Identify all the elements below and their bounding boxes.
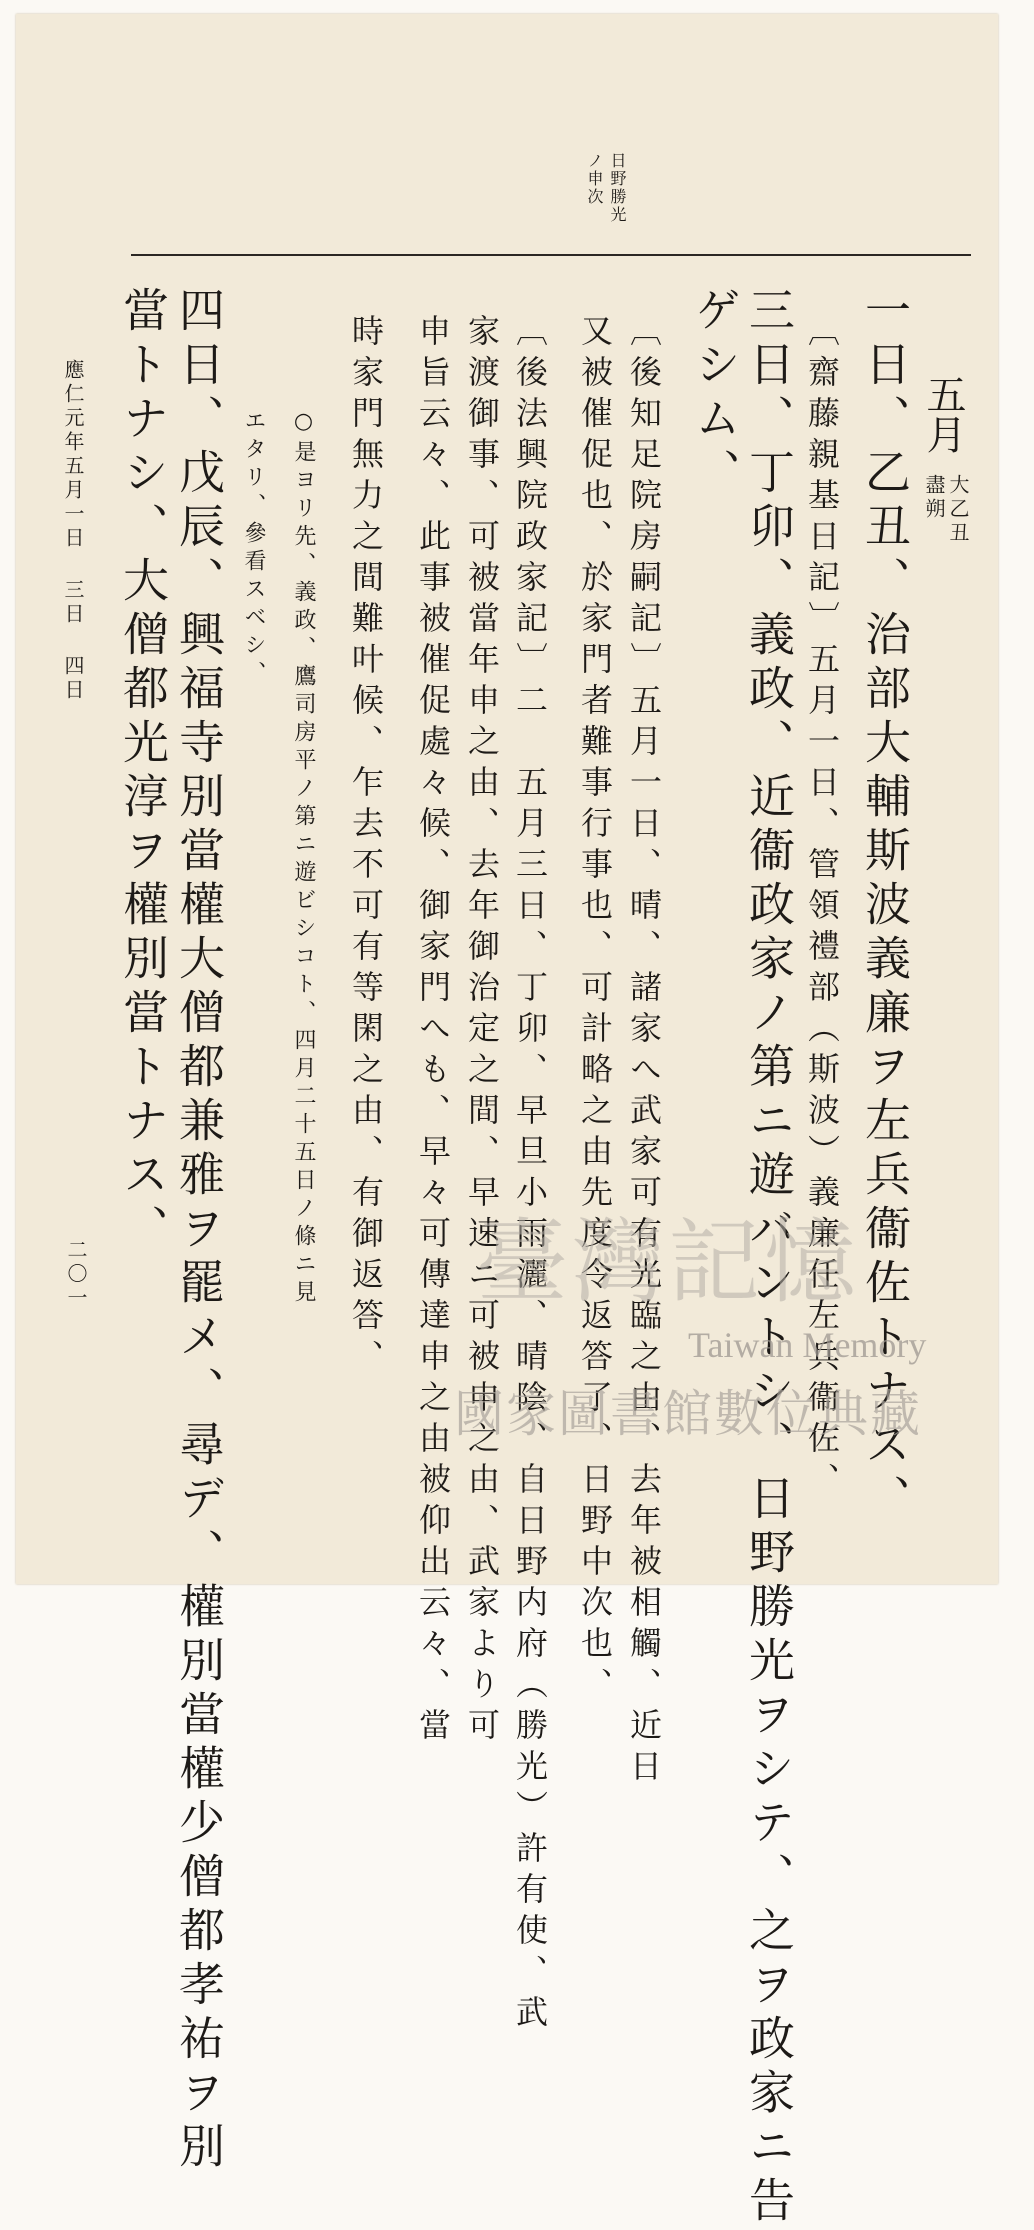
watermark-org: 國家圖書館數位典藏: [454, 1385, 922, 1443]
note-1: ○是ヨリ先、義政、鷹司房平ノ第ニ遊ビシコト、四月二十五日ノ條ニ見: [291, 409, 316, 1308]
line-4: ゲシム、: [688, 286, 742, 502]
line-6: 又被催促也、於家門者難事行事也、可計略之由先度令返答了、日野中次也、: [576, 314, 614, 1708]
watermark-logo: 臺灣記憶: [476, 1209, 861, 1316]
month-title: 五月: [920, 374, 966, 454]
line-5: 〔後知足院房嗣記〕五月一日、晴、諸家へ武家可有光臨之由、去年被相觸、近日: [625, 314, 663, 1790]
header-rule: [131, 254, 971, 256]
watermark-en: Taiwan Memory: [688, 1325, 927, 1365]
line-9: 申旨云々、此事被催促處々候、御家門へも、早々可傳達申之由被仰出云々、當: [414, 314, 452, 1749]
note-2: エタリ、參看スベシ、: [241, 409, 266, 689]
line-7: 〔後法興院政家記〕二 五月三日、丁卯、早旦小雨灑、晴陰、自日野内府（勝光）許有使、武: [511, 314, 549, 2036]
line-1: 一日、乙丑、治部大輔斯波義廉ヲ左兵衞佐トナス、: [858, 286, 912, 1528]
page-number: 二〇一: [64, 1239, 88, 1311]
line-3: 三日、丁卯、義政、近衞政家ノ第ニ遊バントシ、日野勝光ヲシテ、之ヲ政家ニ告: [742, 286, 796, 2230]
running-head-1: 日野勝光: [608, 152, 627, 224]
running-head-2: ノ申次: [585, 152, 604, 206]
month-annotation: 大乙丑: [946, 474, 970, 546]
footer-date: 應仁元年五月一日 三日 四日: [61, 359, 85, 703]
line-13: 四日、戊辰、興福寺別當權大僧都兼雅ヲ罷メ、尋デ、權別當權少僧都孝祐ヲ別: [172, 286, 226, 2176]
line-10: 時家門無力之間難叶候、乍去不可有等閑之由、有御返答、: [347, 314, 385, 1380]
line-14: 當トナシ、大僧都光淳ヲ權別當トナス、: [116, 286, 170, 1258]
book-page: [16, 14, 998, 2230]
line-2: 〔齋藤親基日記〕五月一日、管領禮部（斯波）義廉任左兵衞佐、: [803, 314, 841, 1503]
month-annotation-2: 盡朔: [922, 474, 946, 522]
line-8: 家渡御事、可被當年申之由、去年御治定之間、早速ニ可被申之由、武家より可: [463, 314, 501, 1749]
